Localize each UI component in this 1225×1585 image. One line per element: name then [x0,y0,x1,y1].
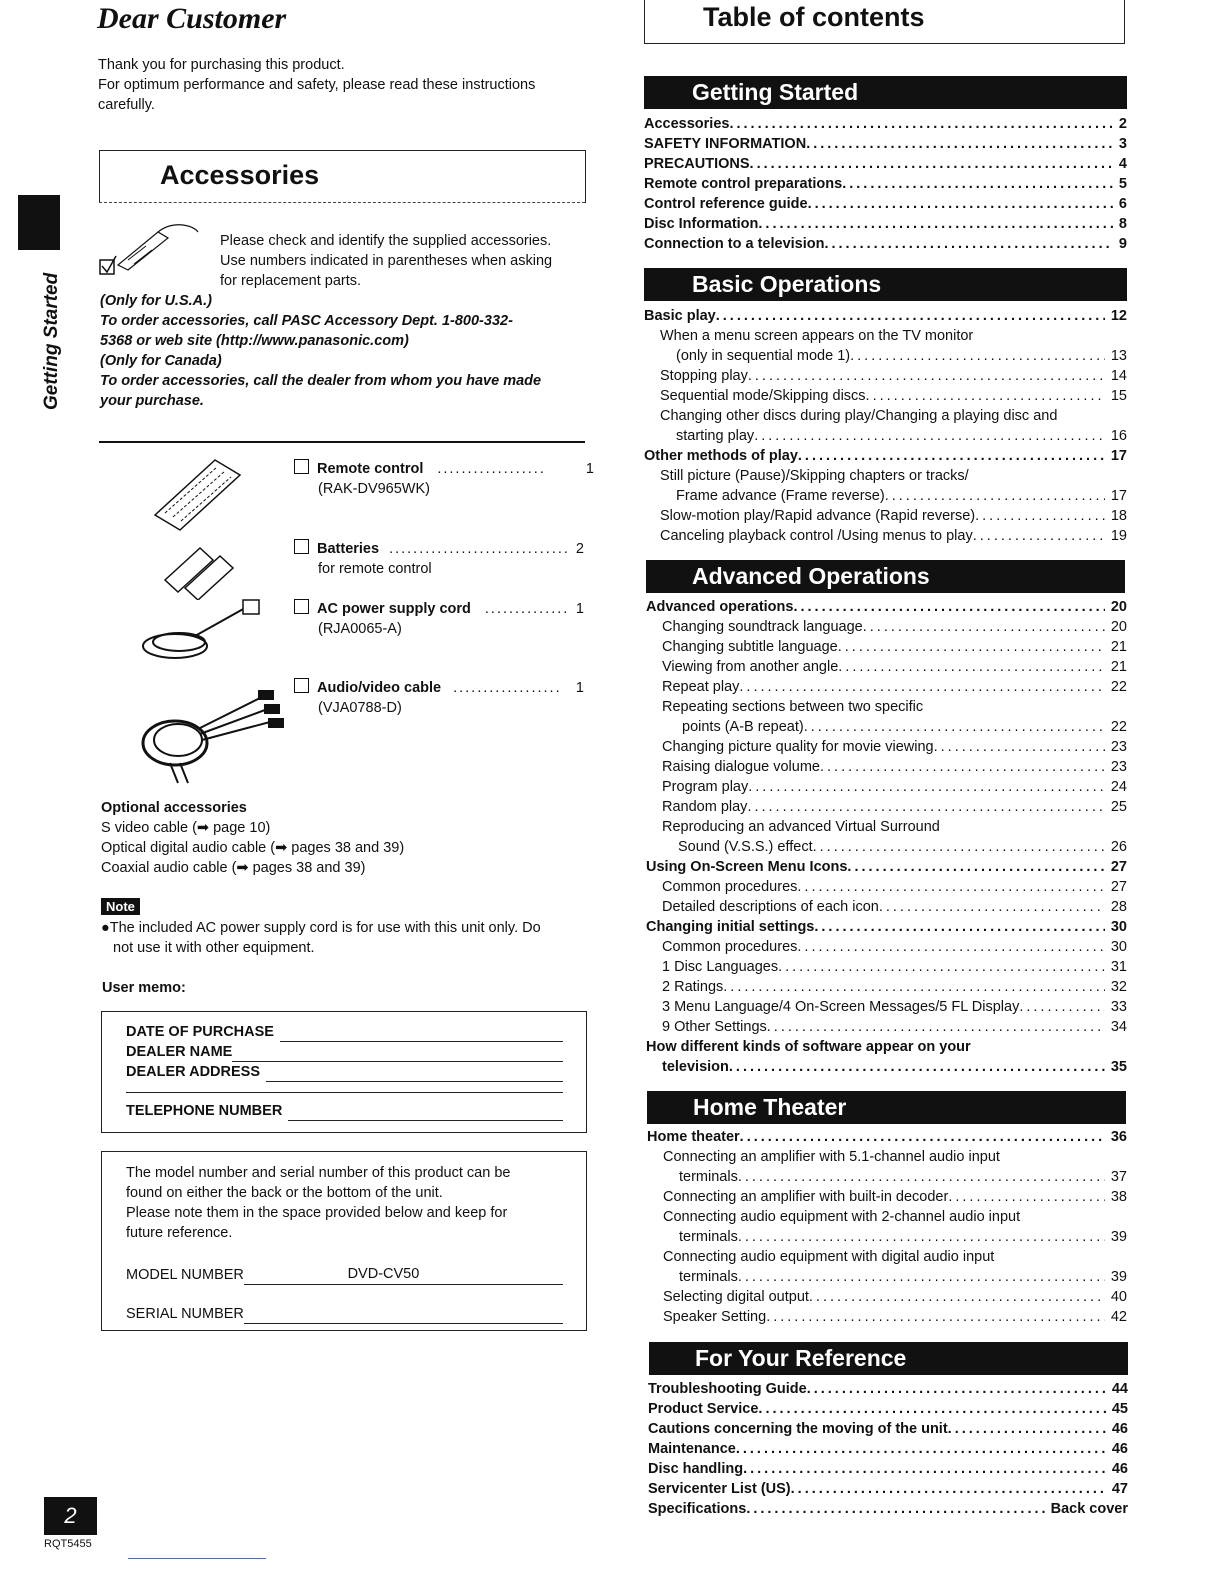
serial-instructions [126,1163,571,1243]
note-line: ●The included AC power supply cord is for use with this unit only. Do [101,920,541,936]
toc-entry[interactable]: Control reference guide ..... 6 [644,194,1127,214]
section-bar-getting-started: Getting Started [644,76,1127,109]
toc-entry-text: Changing other discs during play/Changing a playing disc and [660,408,1058,424]
toc-entry-text: How different kinds of software appear on your [646,1039,971,1055]
toc-entry[interactable]: SAFETY INFORMATION ..... 3 [644,134,1127,154]
toc-entry[interactable]: Selecting digital output ..... 40 [647,1287,1127,1307]
section-bar-advanced-operations: Advanced Operations [646,560,1125,593]
accessory-qty: 1 [575,680,584,696]
page-number: 2 [44,1497,97,1535]
accessory-part-number: (VJA0788-D) [318,700,402,716]
optional-heading: Optional accessories [101,800,247,816]
checkbox-icon [294,599,309,614]
toc-entry[interactable]: Common procedures ..... 27 [646,877,1127,897]
accessory-item: AC power supply cord .............. 1 (RJA0065-A) [294,599,584,639]
toc-entry[interactable]: Home theater ..... 36 [647,1127,1127,1147]
toc-entry[interactable]: Connection to a television ..... 9 [644,234,1127,254]
order-line: your purchase. [100,393,204,409]
memo-fields [126,1022,563,1121]
accessory-part-number: (RJA0065-A) [318,621,402,637]
accessory-name: Batteries [317,541,380,557]
toc-entry[interactable]: Program play ..... 24 [646,777,1127,797]
toc-entry[interactable]: Connecting an amplifier with built-in decoder ..... 38 [647,1187,1127,1207]
memo-input-line[interactable] [126,1082,563,1093]
toc-for-your-reference [648,1379,1128,1519]
toc-entry[interactable]: Canceling playback control /Using menus to play ..... 19 [644,526,1127,546]
check-instructions [220,231,590,291]
serial-line: found on either the back or the bottom of the unit. [126,1185,443,1201]
toc-entry[interactable]: Specifications ..... Back cover [648,1499,1128,1519]
toc-entry[interactable]: Stopping play ..... 14 [644,366,1127,386]
toc-entry[interactable]: Changing soundtrack language ..... 20 [646,617,1127,637]
toc-entry[interactable]: Frame advance (Frame reverse) ..... 17 [644,486,1127,506]
toc-entry[interactable]: Troubleshooting Guide ..... 44 [648,1379,1128,1399]
toc-entry[interactable]: Slow-motion play/Rapid advance (Rapid reverse) ..... 18 [644,506,1127,526]
accessory-name: Audio/video cable [317,680,442,696]
divider [128,1558,266,1559]
toc-entry[interactable]: 1 Disc Languages ..... 31 [646,957,1127,977]
section-bar-basic-operations: Basic Operations [644,268,1127,301]
divider [99,202,585,203]
toc-entry[interactable]: Advanced operations ..... 20 [646,597,1127,617]
toc-entry[interactable]: terminals ..... 39 [647,1267,1127,1287]
accessory-part-number: (RAK-DV965WK) [318,481,430,497]
toc-entry-text: Reproducing an advanced Virtual Surround [662,819,940,835]
intro-line: For optimum performance and safety, please read these instructions [98,77,536,93]
side-tab-label: Getting Started [41,272,62,410]
toc-entry[interactable]: terminals ..... 37 [647,1167,1127,1187]
note-text [101,918,596,958]
toc-entry[interactable]: points (A-B repeat) ..... 22 [646,717,1127,737]
serial-line: future reference. [126,1225,233,1241]
optional-item: Coaxial audio cable (➡ pages 38 and 39) [101,860,366,876]
section-bar-for-your-reference: For Your Reference [649,1342,1128,1375]
toc-entry[interactable]: Disc Information ..... 8 [644,214,1127,234]
toc-entry[interactable]: Product Service ..... 45 [648,1399,1128,1419]
memo-field-label: DEALER NAME [126,1044,233,1060]
toc-advanced-operations [646,597,1127,1077]
toc-entry[interactable]: 9 Other Settings ..... 34 [646,1017,1127,1037]
toc-entry[interactable]: Sound (V.S.S.) effect ..... 26 [646,837,1127,857]
toc-entry[interactable]: Maintenance ..... 46 [648,1439,1128,1459]
accessory-item: Audio/video cable .................. 1 (VJA0788-D) [294,678,584,718]
toc-entry[interactable]: 2 Ratings ..... 32 [646,977,1127,997]
toc-entry-text: Connecting an amplifier with 5.1-channel audio input [663,1149,1000,1165]
toc-entry[interactable]: Cautions concerning the moving of the unit ..... 46 [648,1419,1128,1439]
memo-field-label: DATE OF PURCHASE [126,1024,274,1040]
toc-entry[interactable]: starting play ..... 16 [644,426,1127,446]
batteries-icon [155,540,245,600]
accessory-part-number: for remote control [318,561,432,577]
memo-field-label: DEALER ADDRESS [126,1064,261,1080]
toc-entry[interactable]: Detailed descriptions of each icon ..... 28 [646,897,1127,917]
toc-home-theater [647,1127,1127,1327]
accessory-item: Remote control .................. 1 (RAK-DV965WK) [294,459,594,499]
toc-entry[interactable]: Random play ..... 25 [646,797,1127,817]
check-line: Use numbers indicated in parentheses when asking [220,253,553,269]
serial-line: Please note them in the space provided below and keep for [126,1205,508,1221]
check-line: Please check and identify the supplied accessories. [220,233,552,249]
intro-text [98,55,588,115]
toc-entry[interactable]: television ..... 35 [646,1057,1127,1077]
accessory-name: AC power supply cord [317,601,471,617]
toc-entry[interactable]: 3 Menu Language/4 On-Screen Messages/5 FL Display ..... 33 [646,997,1127,1017]
toc-entry-text: Repeating sections between two specific [662,699,924,715]
order-info [100,291,590,411]
toc-entry[interactable]: (only in sequential mode 1) ..... 13 [644,346,1127,366]
toc-basic-operations [644,306,1127,546]
toc-entry[interactable]: Basic play ..... 12 [644,306,1127,326]
model-number-row [126,1264,563,1285]
model-number-value[interactable]: DVD-CV50 [244,1264,563,1285]
serial-line: The model number and serial number of this product can be [126,1165,511,1181]
user-memo-label: User memo: [102,980,186,996]
note-line: not use it with other equipment. [113,940,315,956]
note-badge [101,898,140,916]
optional-accessories [101,798,591,878]
intro-line: carefully. [98,97,155,113]
memo-input-line[interactable] [280,1028,563,1042]
checkbox-icon [294,539,309,554]
toc-entry[interactable]: PRECAUTIONS ..... 4 [644,154,1127,174]
accessories-heading: Accessories [160,160,320,190]
accessory-qty: 1 [575,601,584,617]
toc-entry[interactable]: Other methods of play ..... 17 [644,446,1127,466]
toc-entry[interactable]: Accessories ..... 2 [644,114,1127,134]
accessory-name: Remote control [317,461,424,477]
serial-number-label: SERIAL NUMBER [126,1306,244,1322]
toc-entry[interactable]: Changing picture quality for movie viewing ..... 23 [646,737,1127,757]
toc-entry[interactable]: Common procedures ..... 30 [646,937,1127,957]
page-title: Dear Customer [97,2,287,35]
model-number-label: MODEL NUMBER [126,1267,244,1283]
toc-entry[interactable]: Disc handling ..... 46 [648,1459,1128,1479]
av-cable-icon [130,678,290,788]
memo-input-line[interactable] [232,1048,563,1062]
order-line: To order accessories, call the dealer from whom you have made [100,373,542,389]
toc-entry[interactable]: Sequential mode/Skipping discs ..... 15 [644,386,1127,406]
accessory-qty: 1 [585,461,594,477]
toc-entry[interactable]: Raising dialogue volume ..... 23 [646,757,1127,777]
toc-entry[interactable]: Speaker Setting ..... 42 [647,1307,1127,1327]
accessory-item: Batteries .............................. 2 for remote control [294,539,584,579]
toc-entry[interactable]: Using On-Screen Menu Icons ..... 27 [646,857,1127,877]
intro-line: Thank you for purchasing this product. [98,57,345,73]
checkbox-icon [294,678,309,693]
order-line: To order accessories, call PASC Accessory Dept. 1-800-332- [100,313,513,329]
serial-number-input[interactable] [244,1309,563,1324]
serial-number-row [126,1304,563,1324]
power-cord-icon [135,598,275,668]
check-line: for replacement parts. [220,273,362,289]
toc-entry-text: Connecting audio equipment with digital audio input [663,1249,995,1265]
order-line: (Only for U.S.A.) [100,293,212,309]
toc-entry-text: When a menu screen appears on the TV monitor [660,328,974,344]
toc-entry[interactable]: Changing subtitle language ..... 21 [646,637,1127,657]
order-line: (Only for Canada) [100,353,222,369]
optional-item: Optical digital audio cable (➡ pages 38 and 39) [101,840,405,856]
document-code: RQT5455 [44,1538,92,1550]
order-line: 5368 or web site (http://www.panasonic.com) [100,333,409,349]
checkbox-icon [294,459,309,474]
toc-entry[interactable]: Viewing from another angle ..... 21 [646,657,1127,677]
toc-entry-text: Connecting audio equipment with 2-channel audio input [663,1209,1021,1225]
toc-entry[interactable]: Changing initial settings ..... 30 [646,917,1127,937]
pen-checkbox-icon [98,220,208,280]
toc-entry[interactable]: terminals ..... 39 [647,1227,1127,1247]
section-bar-home-theater: Home Theater [647,1091,1126,1124]
toc-entry[interactable]: Remote control preparations ..... 5 [644,174,1127,194]
toc-getting-started [644,114,1127,254]
toc-title: Table of contents [703,2,925,32]
section-marker-block [18,195,60,250]
note-label: Note [101,898,140,915]
accessory-qty: 2 [575,541,584,557]
divider [99,441,585,443]
toc-entry[interactable]: Repeat play ..... 22 [646,677,1127,697]
toc-entry[interactable]: Servicenter List (US) ..... 47 [648,1479,1128,1499]
memo-input-line[interactable] [266,1068,563,1082]
remote-control-icon [145,455,245,535]
memo-field-label: TELEPHONE NUMBER [126,1103,283,1119]
toc-entry-text: Still picture (Pause)/Skipping chapters or tracks/ [660,468,969,484]
memo-input-line[interactable] [288,1107,563,1121]
optional-item: S video cable (➡ page 10) [101,820,271,836]
